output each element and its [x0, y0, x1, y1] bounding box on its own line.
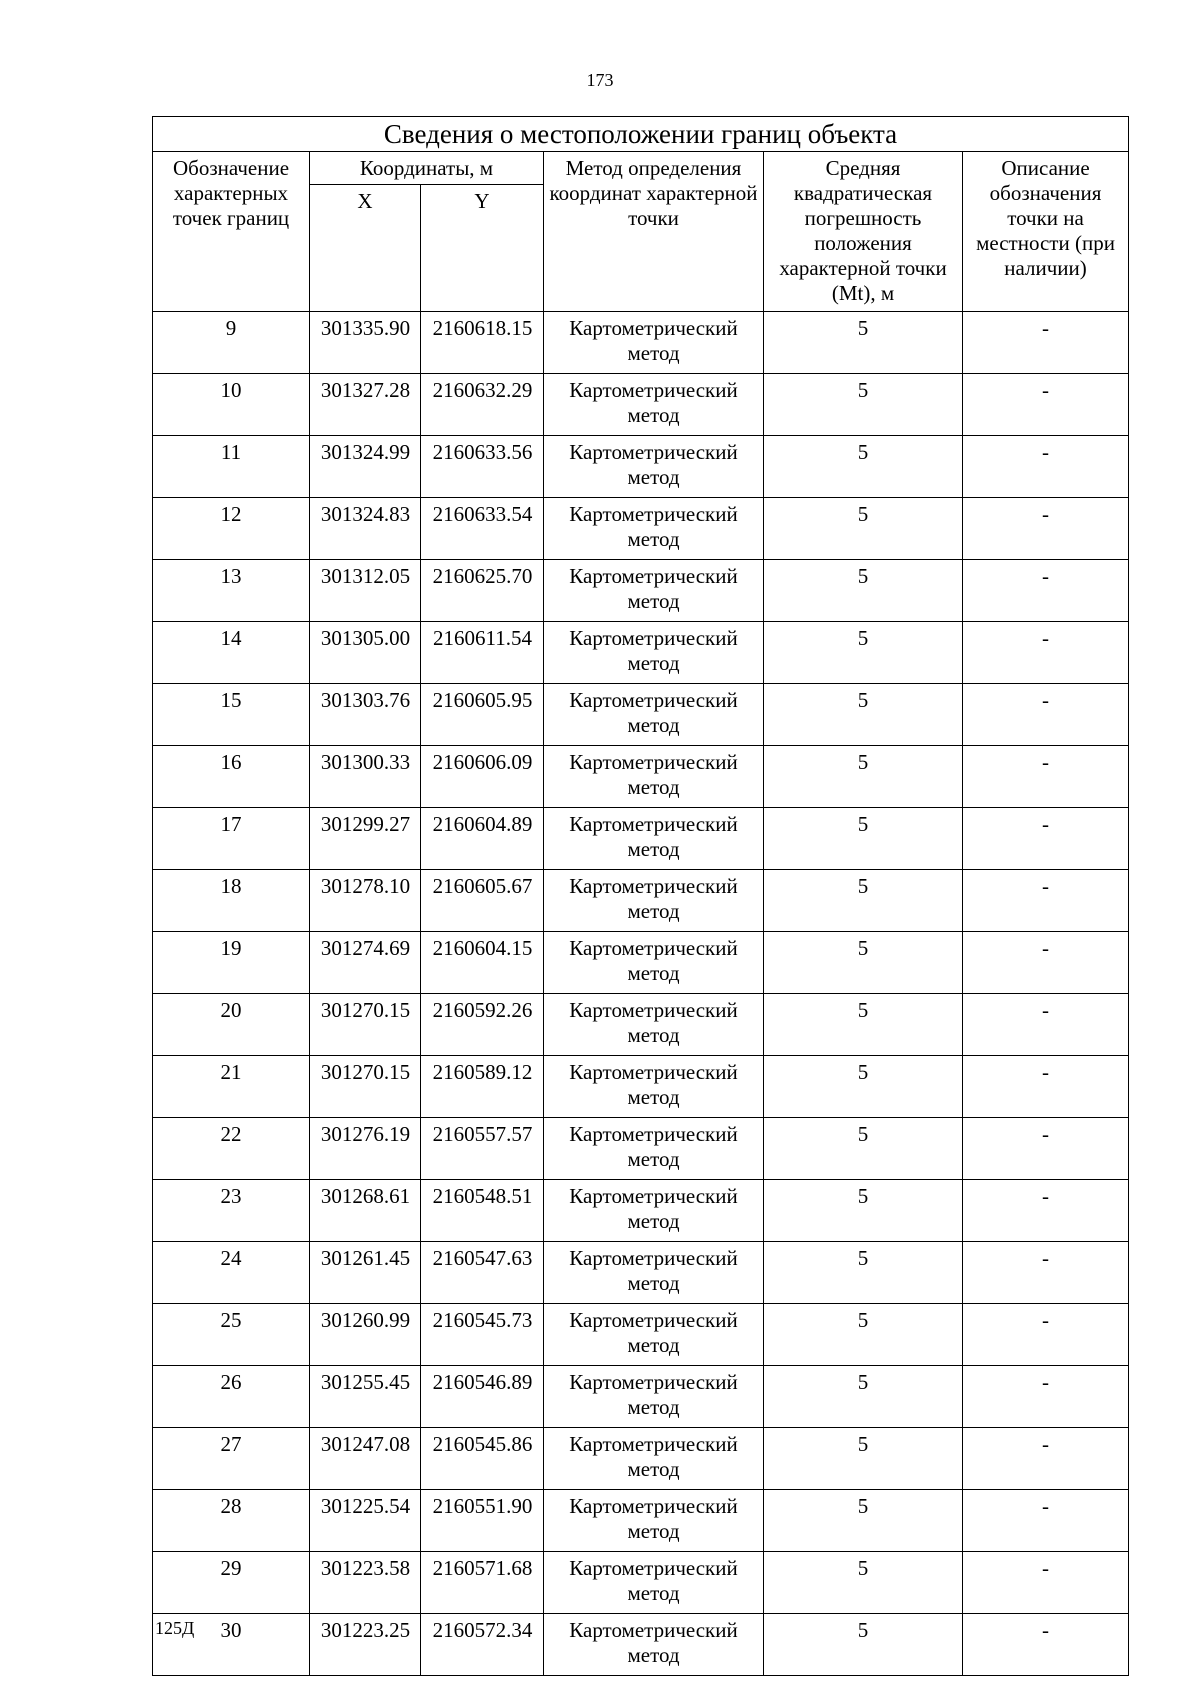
cell-method: Картометрический метод	[544, 1614, 764, 1676]
cell-method: Картометрический метод	[544, 1552, 764, 1614]
cell-x: 301270.15	[310, 1056, 421, 1118]
cell-y: 2160548.51	[421, 1180, 544, 1242]
cell-error: 5	[764, 374, 963, 436]
cell-description: -	[963, 1366, 1129, 1428]
cell-description: -	[963, 1490, 1129, 1552]
cell-description: -	[963, 1304, 1129, 1366]
cell-method: Картометрический метод	[544, 622, 764, 684]
cell-error: 5	[764, 932, 963, 994]
cell-point: 19	[153, 932, 310, 994]
cell-y: 2160557.57	[421, 1118, 544, 1180]
cell-x: 301223.58	[310, 1552, 421, 1614]
table-row	[153, 1304, 1129, 1366]
cell-description: -	[963, 808, 1129, 870]
cell-method: Картометрический метод	[544, 684, 764, 746]
cell-method: Картометрический метод	[544, 1304, 764, 1366]
cell-description: -	[963, 870, 1129, 932]
table-title: Сведения о местоположении границ объекта	[153, 117, 1129, 152]
cell-description: -	[963, 560, 1129, 622]
cell-point: 17	[153, 808, 310, 870]
cell-point: 29	[153, 1552, 310, 1614]
cell-y: 2160611.54	[421, 622, 544, 684]
cell-method: Картометрический метод	[544, 1366, 764, 1428]
cell-x: 301268.61	[310, 1180, 421, 1242]
cell-error: 5	[764, 684, 963, 746]
cell-x: 301327.28	[310, 374, 421, 436]
cell-y: 2160592.26	[421, 994, 544, 1056]
cell-method: Картометрический метод	[544, 932, 764, 994]
cell-error: 5	[764, 808, 963, 870]
cell-point: 30	[153, 1614, 310, 1676]
cell-point: 20	[153, 994, 310, 1056]
table-row	[153, 1056, 1129, 1118]
cell-x: 301276.19	[310, 1118, 421, 1180]
cell-method: Картометрический метод	[544, 994, 764, 1056]
cell-y: 2160633.54	[421, 498, 544, 560]
cell-x: 301324.99	[310, 436, 421, 498]
cell-error: 5	[764, 1242, 963, 1304]
cell-point: 27	[153, 1428, 310, 1490]
cell-y: 2160625.70	[421, 560, 544, 622]
cell-point: 23	[153, 1180, 310, 1242]
table-row	[153, 622, 1129, 684]
cell-method: Картометрический метод	[544, 746, 764, 808]
cell-description: -	[963, 746, 1129, 808]
cell-y: 2160589.12	[421, 1056, 544, 1118]
cell-y: 2160545.73	[421, 1304, 544, 1366]
cell-x: 301274.69	[310, 932, 421, 994]
table-row	[153, 560, 1129, 622]
table-row	[153, 870, 1129, 932]
cell-method: Картометрический метод	[544, 560, 764, 622]
cell-x: 301300.33	[310, 746, 421, 808]
cell-description: -	[963, 374, 1129, 436]
cell-y: 2160545.86	[421, 1428, 544, 1490]
cell-y: 2160618.15	[421, 312, 544, 374]
cell-y: 2160546.89	[421, 1366, 544, 1428]
header-method: Метод определения координат характерной точки	[544, 152, 764, 312]
cell-point: 21	[153, 1056, 310, 1118]
cell-description: -	[963, 498, 1129, 560]
header-description: Описание обозначения точки на местности (при наличии)	[963, 152, 1129, 312]
cell-error: 5	[764, 1056, 963, 1118]
cell-description: -	[963, 1118, 1129, 1180]
cell-x: 301305.00	[310, 622, 421, 684]
cell-error: 5	[764, 498, 963, 560]
footer-code: 125Д	[155, 1618, 195, 1638]
cell-error: 5	[764, 622, 963, 684]
cell-point: 26	[153, 1366, 310, 1428]
cell-error: 5	[764, 870, 963, 932]
cell-description: -	[963, 684, 1129, 746]
cell-description: -	[963, 1180, 1129, 1242]
table-row	[153, 994, 1129, 1056]
cell-x: 301278.10	[310, 870, 421, 932]
cell-error: 5	[764, 994, 963, 1056]
header-error: Средняя квадратическая погрешность положения характерной точки (Mt), м	[764, 152, 963, 312]
cell-point: 25	[153, 1304, 310, 1366]
cell-y: 2160604.15	[421, 932, 544, 994]
table-row	[153, 1428, 1129, 1490]
table-body	[153, 312, 1129, 1676]
cell-x: 301223.25	[310, 1614, 421, 1676]
cell-x: 301270.15	[310, 994, 421, 1056]
cell-x: 301299.27	[310, 808, 421, 870]
cell-description: -	[963, 312, 1129, 374]
cell-method: Картометрический метод	[544, 808, 764, 870]
cell-point: 10	[153, 374, 310, 436]
table-row	[153, 374, 1129, 436]
cell-description: -	[963, 622, 1129, 684]
cell-error: 5	[764, 746, 963, 808]
cell-x: 301247.08	[310, 1428, 421, 1490]
cell-point: 9	[153, 312, 310, 374]
cell-method: Картометрический метод	[544, 374, 764, 436]
cell-method: Картометрический метод	[544, 1490, 764, 1552]
cell-method: Картометрический метод	[544, 1242, 764, 1304]
table-row	[153, 436, 1129, 498]
table-row	[153, 498, 1129, 560]
cell-x: 301225.54	[310, 1490, 421, 1552]
cell-y: 2160605.67	[421, 870, 544, 932]
table-row	[153, 1242, 1129, 1304]
cell-y: 2160632.29	[421, 374, 544, 436]
table-row	[153, 684, 1129, 746]
cell-y: 2160605.95	[421, 684, 544, 746]
cell-error: 5	[764, 312, 963, 374]
cell-x: 301324.83	[310, 498, 421, 560]
cell-point: 11	[153, 436, 310, 498]
table-row	[153, 1118, 1129, 1180]
cell-x: 301260.99	[310, 1304, 421, 1366]
cell-point: 13	[153, 560, 310, 622]
cell-point: 16	[153, 746, 310, 808]
cell-error: 5	[764, 1428, 963, 1490]
cell-description: -	[963, 994, 1129, 1056]
cell-point: 14	[153, 622, 310, 684]
cell-error: 5	[764, 1552, 963, 1614]
cell-point: 18	[153, 870, 310, 932]
cell-x: 301303.76	[310, 684, 421, 746]
cell-method: Картометрический метод	[544, 436, 764, 498]
cell-point: 12	[153, 498, 310, 560]
header-x: X	[310, 185, 421, 312]
cell-method: Картометрический метод	[544, 312, 764, 374]
table-row	[153, 932, 1129, 994]
table-row	[153, 746, 1129, 808]
cell-y: 2160547.63	[421, 1242, 544, 1304]
table-row	[153, 808, 1129, 870]
cell-method: Картометрический метод	[544, 1056, 764, 1118]
cell-error: 5	[764, 1490, 963, 1552]
cell-method: Картометрический метод	[544, 498, 764, 560]
cell-description: -	[963, 436, 1129, 498]
cell-method: Картометрический метод	[544, 1118, 764, 1180]
cell-method: Картометрический метод	[544, 1180, 764, 1242]
cell-description: -	[963, 1428, 1129, 1490]
table-row	[153, 1180, 1129, 1242]
cell-point: 15	[153, 684, 310, 746]
cell-error: 5	[764, 1118, 963, 1180]
table-row	[153, 1552, 1129, 1614]
cell-point: 22	[153, 1118, 310, 1180]
cell-point: 28	[153, 1490, 310, 1552]
table-row	[153, 1614, 1129, 1676]
cell-method: Картометрический метод	[544, 1428, 764, 1490]
cell-x: 301312.05	[310, 560, 421, 622]
cell-y: 2160633.56	[421, 436, 544, 498]
cell-y: 2160571.68	[421, 1552, 544, 1614]
header-y: Y	[421, 185, 544, 312]
cell-x: 301261.45	[310, 1242, 421, 1304]
cell-error: 5	[764, 1304, 963, 1366]
cell-y: 2160604.89	[421, 808, 544, 870]
cell-y: 2160606.09	[421, 746, 544, 808]
table-row	[153, 312, 1129, 374]
cell-point: 24	[153, 1242, 310, 1304]
boundary-points-table	[152, 116, 1129, 1676]
cell-x: 301335.90	[310, 312, 421, 374]
table-row	[153, 1366, 1129, 1428]
table-row	[153, 1490, 1129, 1552]
cell-error: 5	[764, 1614, 963, 1676]
cell-y: 2160551.90	[421, 1490, 544, 1552]
cell-error: 5	[764, 1366, 963, 1428]
cell-description: -	[963, 1552, 1129, 1614]
cell-x: 301255.45	[310, 1366, 421, 1428]
cell-description: -	[963, 1056, 1129, 1118]
cell-description: -	[963, 1242, 1129, 1304]
cell-y: 2160572.34	[421, 1614, 544, 1676]
cell-description: -	[963, 932, 1129, 994]
cell-description: -	[963, 1614, 1129, 1676]
header-point: Обозначение характерных точек границ	[153, 152, 310, 312]
header-coordinates: Координаты, м	[310, 152, 544, 185]
cell-error: 5	[764, 560, 963, 622]
page-number: 173	[586, 70, 614, 90]
cell-method: Картометрический метод	[544, 870, 764, 932]
cell-error: 5	[764, 436, 963, 498]
cell-error: 5	[764, 1180, 963, 1242]
